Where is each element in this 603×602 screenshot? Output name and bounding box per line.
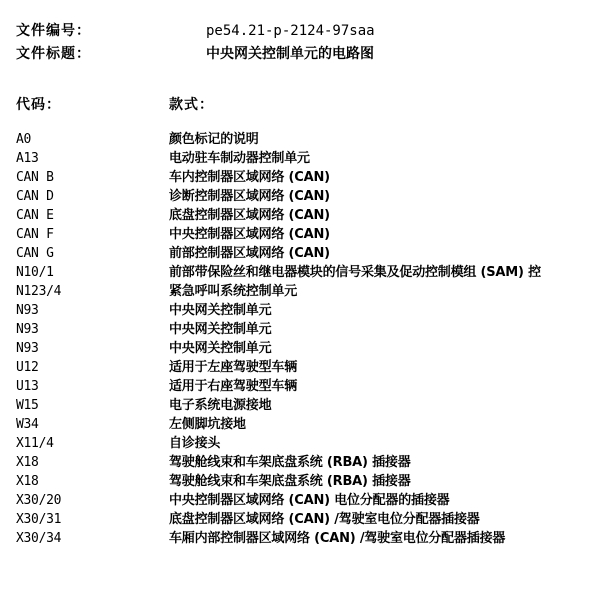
legend-code: X18 [16,455,39,470]
legend-description: 车厢内部控制器区域网络 (CAN) /驾驶室电位分配器插接器 [169,531,506,546]
legend-description: 紧急呼叫系统控制单元 [169,284,298,299]
legend-description: 电动驻车制动器控制单元 [169,151,310,166]
legend-description: 前部带保险丝和继电器模块的信号采集及促动控制模组 (SAM) 控 [169,265,541,280]
legend-code: X30/34 [16,531,62,546]
doc-title-label: 文件标题： [16,46,91,62]
legend-description: 驾驶舱线束和车架底盘系统 (RBA) 插接器 [169,455,411,470]
legend-row [16,320,603,339]
legend-description: 中央网关控制单元 [169,322,272,337]
legend-code: CAN F [16,227,54,242]
legend-description: 中央网关控制单元 [169,341,272,356]
legend-code: W34 [16,417,39,432]
doc-title-value: 中央网关控制单元的电路图 [206,46,374,62]
legend-row [16,206,603,225]
legend-code: N10/1 [16,265,54,280]
legend-description: 适用于右座驾驶型车辆 [169,379,298,394]
desc-column-heading: 款式： [169,97,214,113]
legend-row [16,339,603,358]
code-column-heading: 代码： [16,97,61,113]
legend-row [16,453,603,472]
legend-code: X11/4 [16,436,54,451]
legend-description: 中央网关控制单元 [169,303,272,318]
legend-description: 底盘控制器区域网络 (CAN) /驾驶室电位分配器插接器 [169,512,480,527]
legend-description: 电子系统电源接地 [169,398,272,413]
legend-row [16,225,603,244]
legend-code: CAN E [16,208,54,223]
legend-row [16,529,603,548]
legend-row [16,130,603,149]
legend-description: 底盘控制器区域网络 (CAN) [169,208,330,223]
legend-description: 前部控制器区域网络 (CAN) [169,246,330,261]
legend-row [16,263,603,282]
legend-row [16,434,603,453]
legend-code: A0 [16,132,32,147]
legend-code: N123/4 [16,284,62,299]
doc-number-value: pe54.21-p-2124-97saa [206,23,375,39]
legend-description: 诊断控制器区域网络 (CAN) [169,189,330,204]
legend-description: 自诊接头 [169,436,221,451]
legend-row [16,491,603,510]
legend-row [16,301,603,320]
legend-row [16,472,603,491]
legend-row [16,415,603,434]
legend-description: 中央控制器区域网络 (CAN) 电位分配器的插接器 [169,493,450,508]
legend-code: CAN D [16,189,54,204]
legend-row [16,358,603,377]
legend-row [16,377,603,396]
legend-row [16,282,603,301]
legend-description: 左侧脚坑接地 [169,417,246,432]
legend-description: 适用于左座驾驶型车辆 [169,360,298,375]
legend-code: X30/20 [16,493,62,508]
legend-row [16,149,603,168]
legend-code: N93 [16,303,39,318]
legend-code: CAN B [16,170,54,185]
legend-code: U12 [16,360,39,375]
legend-code: X18 [16,474,39,489]
legend-description: 中央控制器区域网络 (CAN) [169,227,330,242]
legend-row [16,244,603,263]
legend-list [16,130,603,548]
legend-code: U13 [16,379,39,394]
legend-code: W15 [16,398,39,413]
legend-description: 颜色标记的说明 [169,132,259,147]
legend-row [16,168,603,187]
legend-code: A13 [16,151,39,166]
legend-code: X30/31 [16,512,62,527]
legend-code: CAN G [16,246,54,261]
legend-code: N93 [16,341,39,356]
legend-description: 驾驶舱线束和车架底盘系统 (RBA) 插接器 [169,474,411,489]
legend-description: 车内控制器区域网络 (CAN) [169,170,330,185]
legend-row [16,187,603,206]
legend-row [16,396,603,415]
legend-row [16,510,603,529]
legend-code: N93 [16,322,39,337]
doc-number-label: 文件编号： [16,23,91,39]
